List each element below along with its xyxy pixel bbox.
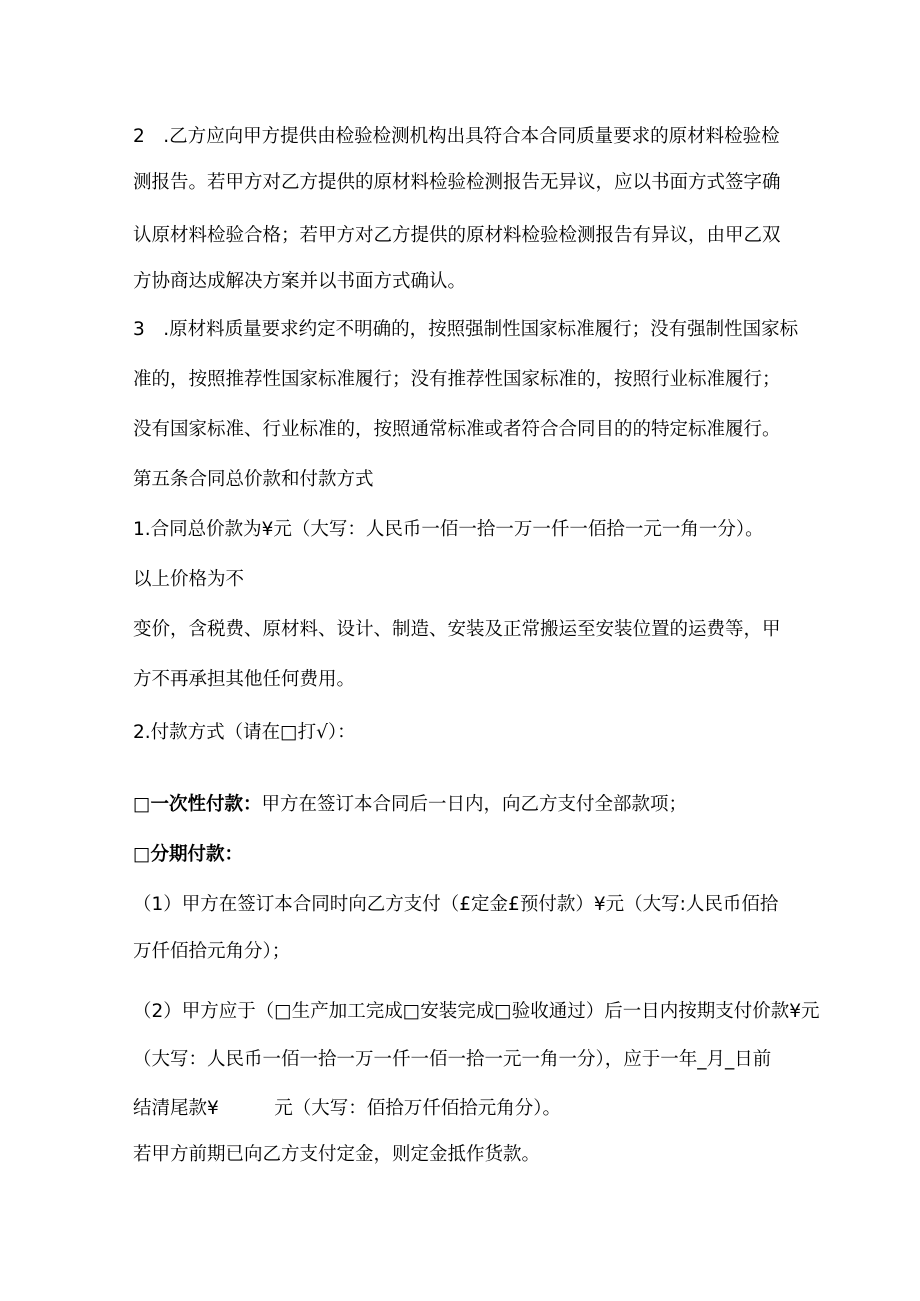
item2-line-1: 2 .乙方应向甲方提供由检验检测机构出具符合本合同质量要求的原材料检验检 (133, 126, 780, 147)
lump-sum-text: 甲方在签订本合同后一日内，向乙方支付全部款项； (261, 794, 687, 815)
lump-sum-payment (133, 793, 687, 817)
lump-sum-label: □一次性付款： (133, 794, 262, 815)
installment-1-line-1: （1）甲方在签订本合同时向乙方支付（£定金£预付款）¥元（大写:人民币佰拾 (133, 894, 779, 915)
installment-2-line-1: （2）甲方应于（□生产加工完成□安装完成□验收通过）后一日内按期支付价款¥元 (133, 1001, 820, 1022)
installment-label: □分期付款： (133, 844, 243, 865)
price-line-3: 变价，含税费、原材料、设计、制造、安装及正常搬运至安装位置的运费等，甲 (133, 619, 781, 640)
item3-line-1: 3 .原材料质量要求约定不明确的，按照强制性国家标准履行；没有强制性国家标 (133, 319, 799, 340)
deposit-note: 若甲方前期已向乙方支付定金，则定金抵作货款。 (133, 1144, 541, 1165)
article5-title: 第五条合同总价款和付款方式 (133, 469, 374, 490)
payment-method: 2.付款方式（请在□打√）： (133, 722, 356, 743)
price-line-1: 1.合同总价款为¥元（大写：人民币一佰一拾一万一仟一佰拾一元一角一分）。 (133, 519, 764, 540)
item2-line-3: 认原材料检验合格；若甲方对乙方提供的原材料检验检测报告有异议，由甲乙双 (133, 225, 781, 246)
installment-1-line-2: 万仟佰拾元角分）； (133, 941, 291, 962)
item3-line-2: 准的，按照推荐性国家标准履行；没有推荐性国家标准的，按照行业标准履行； (133, 369, 781, 390)
installment-2-line-3: 结清尾款¥ 元（大写：佰拾万仟佰拾元角分）。 (133, 1098, 562, 1119)
price-line-4: 方不再承担其他任何费用。 (133, 669, 356, 690)
item2-line-2: 测报告。若甲方对乙方提供的原材料检验检测报告无异议，应以书面方式签字确 (133, 172, 781, 193)
item2-line-4: 方协商达成解决方案并以书面方式确认。 (133, 271, 467, 292)
price-line-2: 以上价格为不 (133, 569, 245, 590)
installment-2-line-2: （大写：人民币一佰一拾一万一仟一佰一拾一元一角一分），应于一年_月_日前 (133, 1049, 772, 1070)
item3-line-3: 没有国家标准、行业标准的，按照通常标准或者符合合同目的的特定标准履行。 (133, 419, 781, 440)
